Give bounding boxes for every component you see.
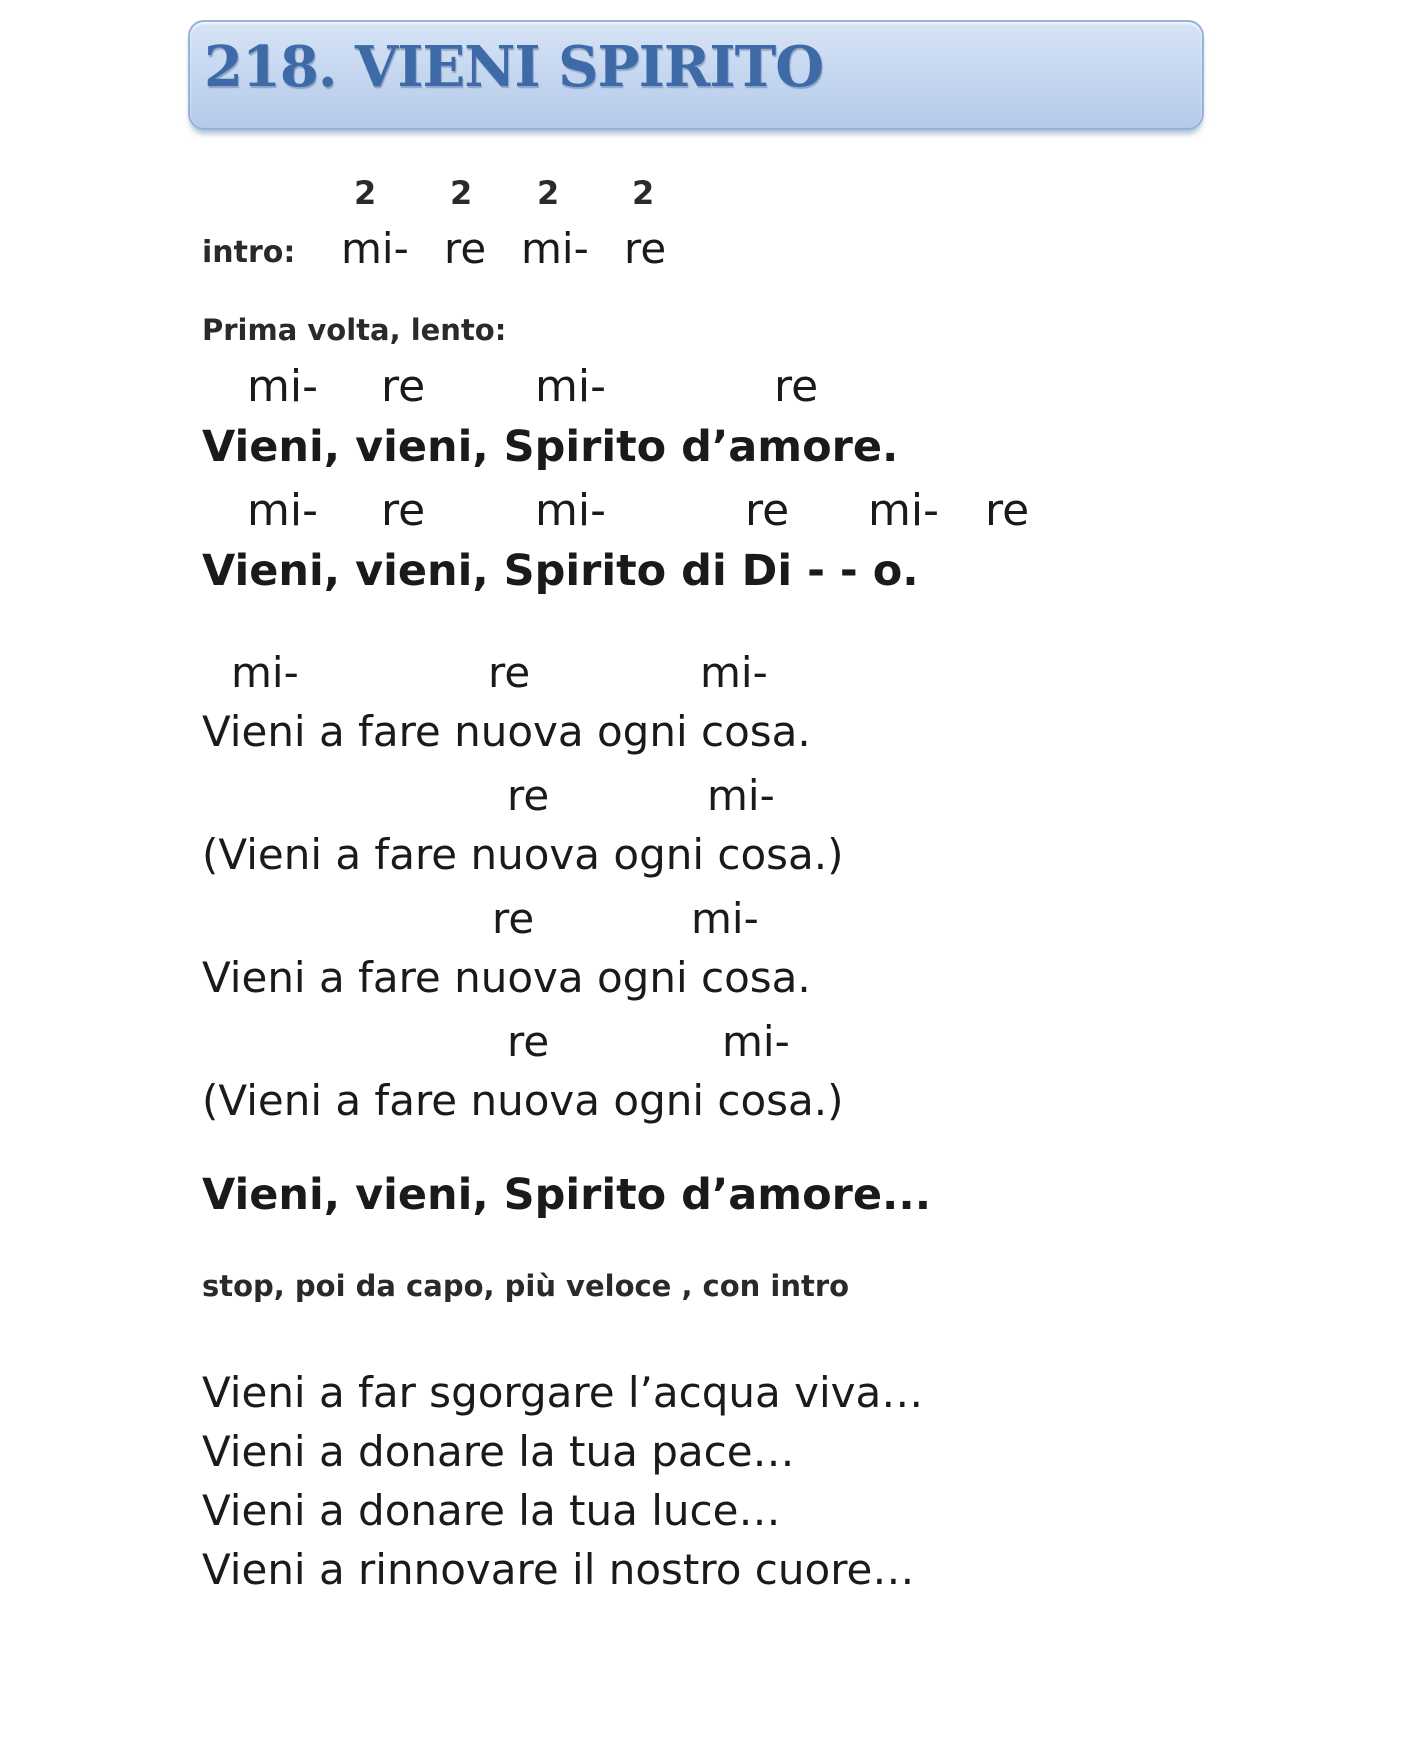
intro-chord: re	[444, 224, 487, 273]
verse-chord: mi-	[722, 1017, 790, 1066]
verse-chord: mi-	[231, 648, 299, 697]
refrain-chord: re	[381, 361, 426, 412]
further-verse: Vieni a rinnovare il nostro cuore…	[202, 1545, 915, 1594]
intro-count: 2	[354, 174, 377, 212]
refrain-chord: mi-	[535, 361, 606, 412]
refrain-chord: re	[381, 485, 426, 536]
refrain-chord: mi-	[868, 485, 939, 536]
refrain-chord: mi-	[247, 485, 318, 536]
further-verse: Vieni a far sgorgare l’acqua viva…	[202, 1368, 924, 1417]
verse-line: (Vieni a fare nuova ogni cosa.)	[202, 830, 844, 879]
further-verse: Vieni a donare la tua luce…	[202, 1486, 781, 1535]
song-title: 218. VIENI SPIRITO	[204, 34, 824, 100]
refrain-chord: mi-	[247, 361, 318, 412]
intro-chord: re	[624, 224, 667, 273]
intro-label: intro:	[202, 235, 296, 270]
refrain-repeat: Vieni, vieni, Spirito d’amore...	[202, 1170, 932, 1220]
verse-chord: re	[507, 771, 550, 820]
verse-line: Vieni a fare nuova ogni cosa.	[202, 707, 811, 756]
verse-line: Vieni a fare nuova ogni cosa.	[202, 953, 811, 1002]
verse-chord: re	[507, 1017, 550, 1066]
verse-chord: mi-	[700, 648, 768, 697]
intro-count: 2	[537, 174, 560, 212]
verse-chord: mi-	[707, 771, 775, 820]
intro-count: 2	[632, 174, 655, 212]
further-verse: Vieni a donare la tua pace…	[202, 1427, 795, 1476]
performance-instruction: stop, poi da capo, più veloce , con intro	[202, 1269, 850, 1303]
intro-chord: mi-	[521, 224, 589, 273]
verse-line: (Vieni a fare nuova ogni cosa.)	[202, 1076, 844, 1125]
intro-chord: mi-	[341, 224, 409, 273]
prima-volta-label: Prima volta, lento:	[202, 313, 507, 347]
refrain-chord: re	[774, 361, 819, 412]
refrain-chord: re	[745, 485, 790, 536]
verse-chord: re	[492, 894, 535, 943]
refrain-chord: re	[985, 485, 1030, 536]
verse-chord: mi-	[691, 894, 759, 943]
refrain-line: Vieni, vieni, Spirito di Di - - o.	[202, 546, 919, 596]
title-banner	[188, 20, 1204, 130]
refrain-chord: mi-	[535, 485, 606, 536]
refrain-line: Vieni, vieni, Spirito d’amore.	[202, 422, 899, 472]
intro-count: 2	[450, 174, 473, 212]
verse-chord: re	[488, 648, 531, 697]
